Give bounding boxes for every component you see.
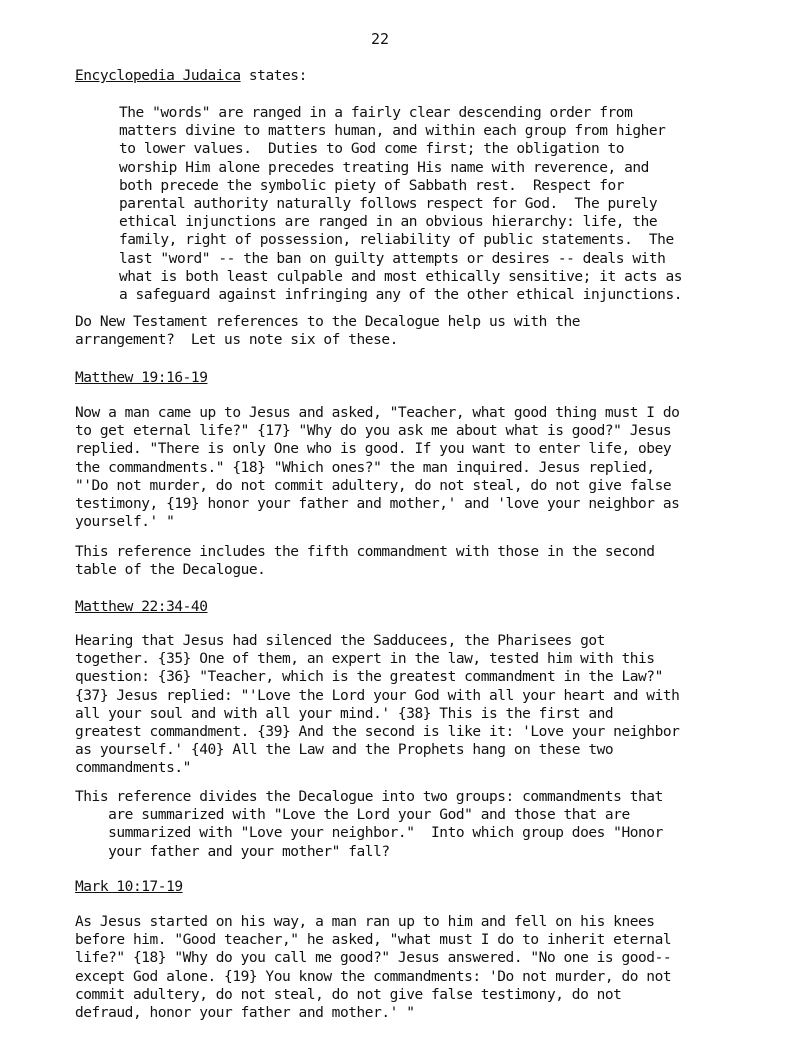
passage-line: commit adultery, do not steal, do not give false testimony, do not (75, 986, 622, 1003)
quote-line: ethical injunctions are ranged in an obvious hierarchy: life, the (119, 214, 658, 231)
passage-line: As Jesus started on his way, a man ran up to him and fell on his knees (75, 914, 655, 930)
intro-text: states: (240, 68, 307, 84)
intro-line (75, 67, 307, 85)
passage-line: before him. "Good teacher," he asked, "what must I do to inherit eternal (75, 932, 672, 949)
section-heading-matthew-19: Matthew 19:16-19 (75, 370, 208, 386)
passage-line: except God alone. {19} You know the commandments: 'Do not murder, do not (75, 968, 672, 985)
comment-line: your father and your mother" fall? (75, 843, 390, 860)
paragraph-line: arrangement? Let us note six of these. (75, 332, 398, 349)
quote-line: both precede the symbolic piety of Sabbath rest. Respect for (119, 177, 625, 194)
comment-line: This reference divides the Decalogue into two groups: commandments that (75, 789, 663, 805)
passage-line: yourself.' " (75, 514, 175, 531)
passage-matthew-22 (75, 632, 679, 778)
quote-line: last "word" -- the ban on guilty attempts or desires -- deals with (119, 250, 666, 267)
comment-line: are summarized with "Love the Lord your God" and those that are (75, 807, 630, 824)
section-heading-mark-10: Mark 10:17-19 (75, 879, 183, 895)
passage-mark-10 (75, 913, 671, 1022)
passage-line: greatest commandment. {39} And the second is like it: 'Love your neighbor (75, 724, 680, 741)
passage-line: testimony, {19} honor your father and mother,' and 'love your neighbor as (75, 496, 680, 513)
source-title: Encyclopedia Judaica (75, 68, 241, 84)
question-paragraph (75, 313, 580, 349)
quote-line: to lower values. Duties to God come first; the obligation to (119, 141, 625, 158)
comment-matthew-19 (75, 543, 655, 579)
passage-line: commandments." (75, 760, 191, 777)
passage-line: as yourself.' {40} All the Law and the Prophets hang on these two (75, 742, 614, 759)
quote-line: worship Him alone precedes treating His name with reverence, and (119, 159, 649, 176)
section-heading-matthew-22: Matthew 22:34-40 (75, 599, 208, 615)
passage-line: replied. "There is only One who is good. If you want to enter life, obey (75, 441, 672, 458)
quote-line: matters divine to matters human, and within each group from higher (119, 123, 666, 140)
passage-line: defraud, honor your father and mother.' " (75, 1005, 415, 1022)
passage-line: the commandments." {18} "Which ones?" the man inquired. Jesus replied, (75, 459, 655, 476)
passage-line: together. {35} One of them, an expert in the law, tested him with this (75, 651, 655, 668)
quote-line: family, right of possession, reliability of public statements. The (119, 232, 674, 249)
quote-line: what is both least culpable and most ethically sensitive; it acts as (119, 268, 683, 285)
passage-line: "'Do not murder, do not commit adultery, do not steal, do not give false (75, 477, 672, 494)
passage-matthew-19 (75, 404, 679, 531)
comment-matthew-22 (75, 788, 663, 861)
passage-line: to get eternal life?" {17} "Why do you ask me about what is good?" Jesus (75, 423, 672, 440)
passage-line: Hearing that Jesus had silenced the Sadducees, the Pharisees got (75, 633, 605, 649)
page-number: 22 (370, 30, 390, 48)
passage-line: all your soul and with all your mind.' {38} This is the first and (75, 705, 614, 722)
paragraph-line: Do New Testament references to the Decalogue help us with the (75, 314, 581, 330)
passage-line: question: {36} "Teacher, which is the greatest commandment in the Law?" (75, 669, 663, 686)
comment-line: This reference includes the fifth commandment with those in the second (75, 544, 655, 560)
quote-line: parental authority naturally follows respect for God. The purely (119, 196, 658, 213)
quote-line: The "words" are ranged in a fairly clear descending order from (119, 105, 633, 121)
passage-line: Now a man came up to Jesus and asked, "Teacher, what good thing must I do (75, 405, 680, 421)
comment-line: summarized with "Love your neighbor." Into which group does "Honor (75, 825, 663, 842)
passage-line: life?" {18} "Why do you call me good?" Jesus answered. "No one is good-- (75, 950, 672, 967)
quote-line: a safeguard against infringing any of the other ethical injunctions. (119, 287, 683, 304)
comment-line: table of the Decalogue. (75, 562, 266, 579)
passage-line: {37} Jesus replied: "'Love the Lord your God with all your heart and with (75, 687, 680, 704)
block-quote (119, 104, 682, 304)
